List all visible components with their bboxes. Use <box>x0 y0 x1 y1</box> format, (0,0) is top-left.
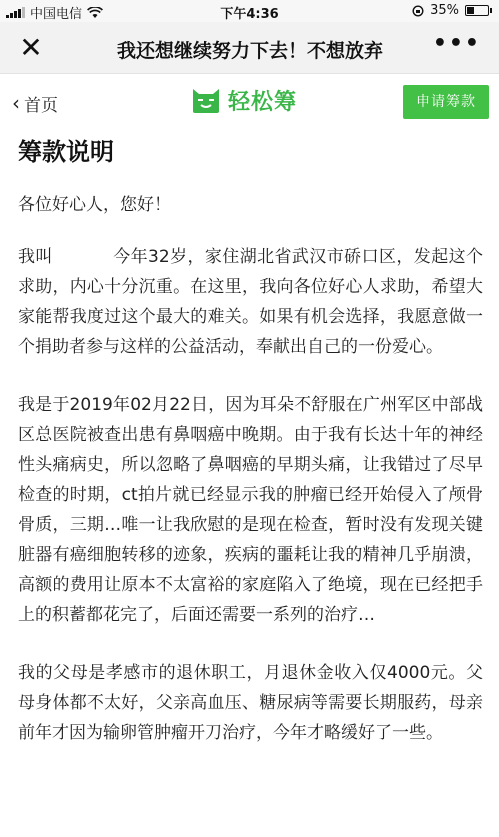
nav-bar <box>0 74 499 128</box>
page-title: 我还想继续努力下去！不想放弃 <box>116 40 383 62</box>
status-bar <box>0 0 499 22</box>
battery-fill <box>467 7 474 14</box>
back-home-link[interactable] <box>12 91 58 116</box>
close-button[interactable]: ✕ <box>19 31 43 64</box>
brand <box>190 85 297 116</box>
diagnosis-paragraph: 我是于2019年02月22日，因为耳朵不舒服在广州军区中部战区总医院被查出患有鼻咽癌中晚期。由于我有长达十年的神经性头痛病史，所以忽略了鼻咽癌的早期头痛，让我错过了尽早检查的时期，ct拍片就已经显示我的肿瘤已经开始侵入了颅骨骨质，三期…唯一让我欣慰的是现在检查，暂时没有发现关键脏器有癌细胞转移的迹象，疾病的噩耗让我的精神几乎崩溃，高额的费用让原本不太富裕的家庭陷入了绝境，现在已经把手上的积蓄都花完了，后面还需要一系列的治疗… <box>18 395 483 625</box>
intro-paragraph <box>18 242 483 362</box>
brand-name: 轻松筹 <box>228 90 298 115</box>
status-right <box>412 3 489 18</box>
intro-body: 今年32岁，家住湖北省武汉市硚口区，发起这个求助，内心十分沉重。在这里，我向各位好心人求助，希望大家能帮我度过这个最大的难关。如果有机会选择，我愿意做一个捐助者参与这样的公益活动，奉献出自己的一份爱心。 <box>18 247 484 357</box>
carrier-label: 中国电信 <box>30 7 83 22</box>
main-content <box>0 128 499 776</box>
chevron-left-icon: ‹ <box>12 91 20 115</box>
section-heading: 筹款说明 <box>18 138 114 166</box>
battery-icon <box>465 5 489 16</box>
brand-logo-icon <box>190 87 222 115</box>
more-options-button[interactable]: ••• <box>432 31 481 56</box>
greeting-paragraph: 各位好心人，您好！ <box>18 195 171 215</box>
orientation-lock-icon <box>412 5 424 17</box>
apply-fundraise-button[interactable]: 申请筹款 <box>403 85 489 119</box>
title-bar <box>0 22 499 74</box>
family-paragraph: 我的父母是孝感市的退休职工，月退休金收入仅4000元。父母身体都不太好，父亲高血压、糖尿病等需要长期服药，母亲前年才因为输卵管肿瘤开刀治疗，今年才略缓好了一些。 <box>18 663 483 743</box>
status-time: 下午4:36 <box>220 7 279 22</box>
battery-percent: 35% <box>430 3 459 18</box>
intro-prefix: 我叫 <box>18 247 53 267</box>
back-label: 首页 <box>24 96 58 116</box>
